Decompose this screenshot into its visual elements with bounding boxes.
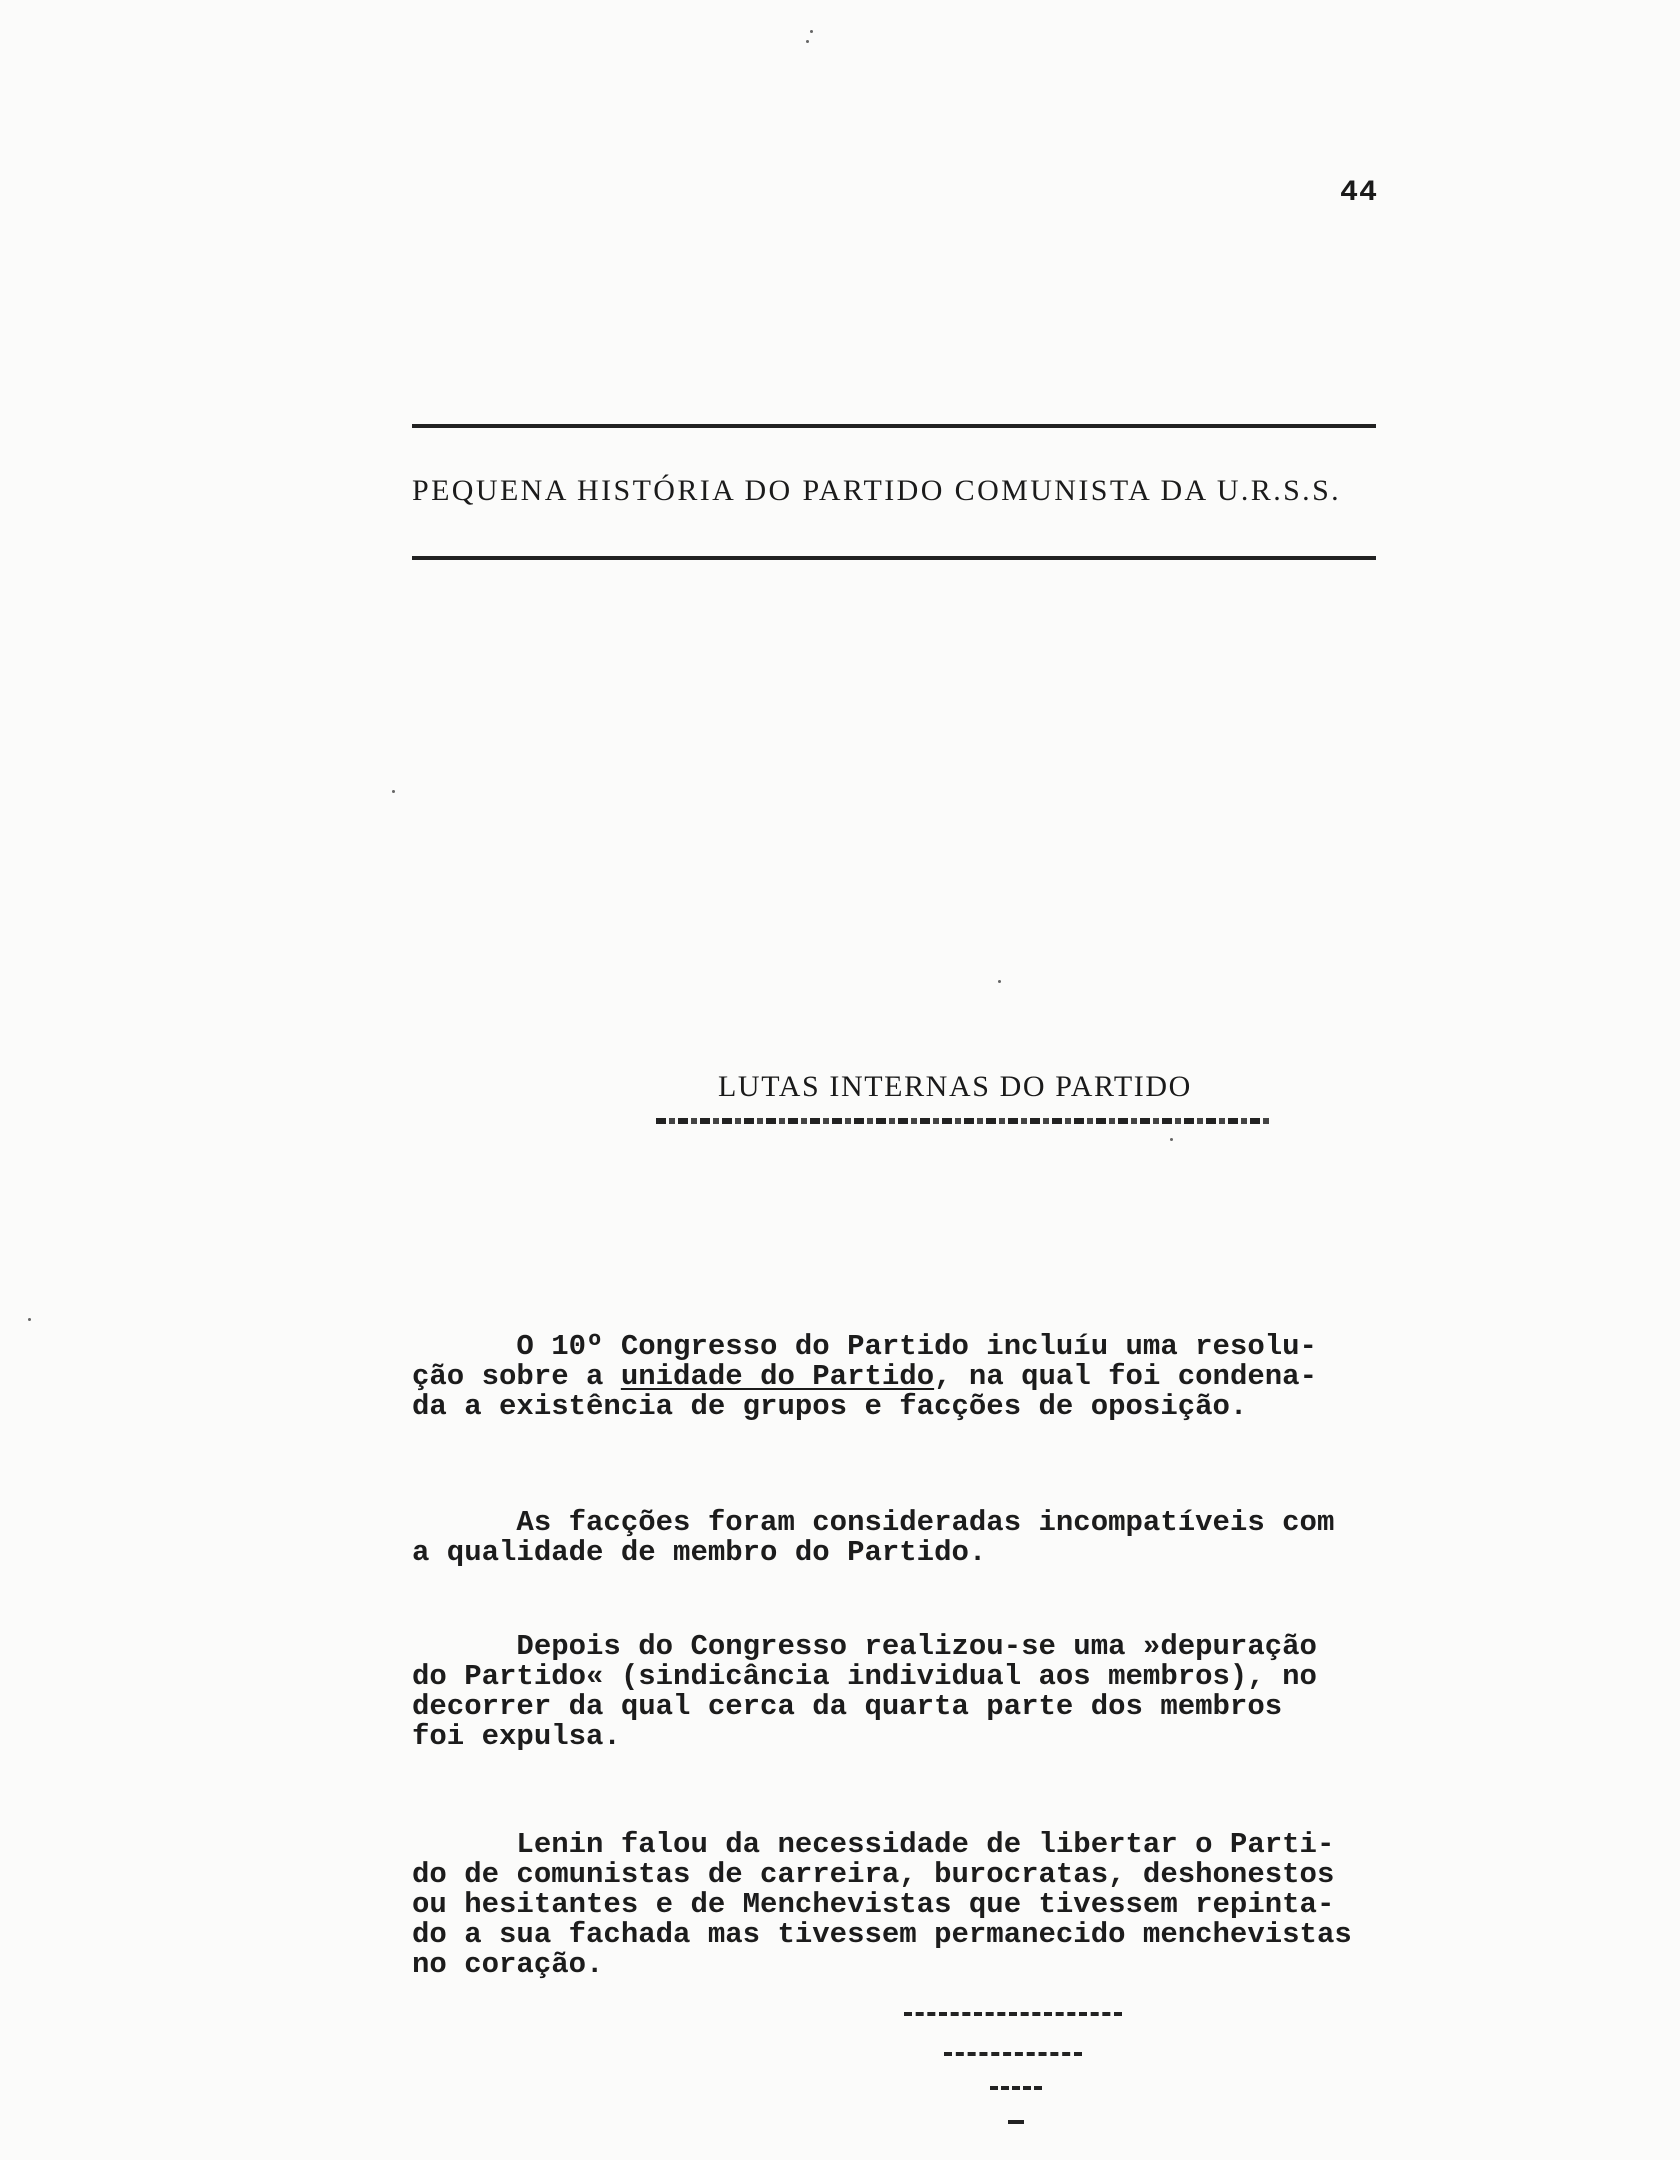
paper-speck xyxy=(810,30,813,33)
end-mark-dash-2 xyxy=(944,2052,1082,2056)
paragraph-1-line-3: da a existência de grupos e facções de oposição. xyxy=(412,1390,1248,1423)
paragraph-1-line-2-start: ção sobre a xyxy=(412,1360,621,1393)
paragraph-4: Lenin falou da necessidade de libertar o Parti- do de comunistas de carreira, burocratas, deshonestos ou hesitantes e de Menchevistas que tivessem repinta- do a sua fachada mas tivessem permanecido menchevistas no coração. xyxy=(412,1828,1352,1981)
paper-speck xyxy=(28,1318,31,1321)
paragraph-1-line-2-end: , na qual foi condena- xyxy=(934,1360,1317,1393)
paper-speck xyxy=(392,790,395,793)
page-number: 44 xyxy=(1340,176,1379,210)
paragraph-2: As facções foram consideradas incompatíveis com a qualidade de membro do Partido. xyxy=(412,1506,1335,1569)
paper-speck xyxy=(998,980,1001,983)
title-rule-bottom xyxy=(412,556,1376,560)
paragraph-3: Depois do Congresso realizou-se uma »depuração do Partido« (sindicância individual aos membros), no decorrer da qual cerca da quarta parte dos membros foi expulsa. xyxy=(412,1630,1317,1753)
underlined-phrase: unidade do Partido xyxy=(620,1360,935,1393)
title-rule-top xyxy=(412,424,1376,428)
paper-speck xyxy=(1170,1138,1173,1141)
paper-speck xyxy=(806,40,809,43)
document-title: PEQUENA HISTÓRIA DO PARTIDO COMUNISTA DA U.R.S.S. xyxy=(412,474,1342,507)
paragraph-1 xyxy=(412,1332,1492,1422)
section-heading: LUTAS INTERNAS DO PARTIDO xyxy=(718,1070,1192,1103)
section-heading-underline xyxy=(656,1118,1272,1124)
end-mark-dash-3 xyxy=(990,2086,1042,2090)
end-mark-dash-4 xyxy=(1008,2120,1024,2124)
end-mark-dash-1 xyxy=(904,2012,1122,2016)
paragraph-1-line-1: O 10º Congresso do Partido incluíu uma resolu- xyxy=(412,1330,1317,1363)
